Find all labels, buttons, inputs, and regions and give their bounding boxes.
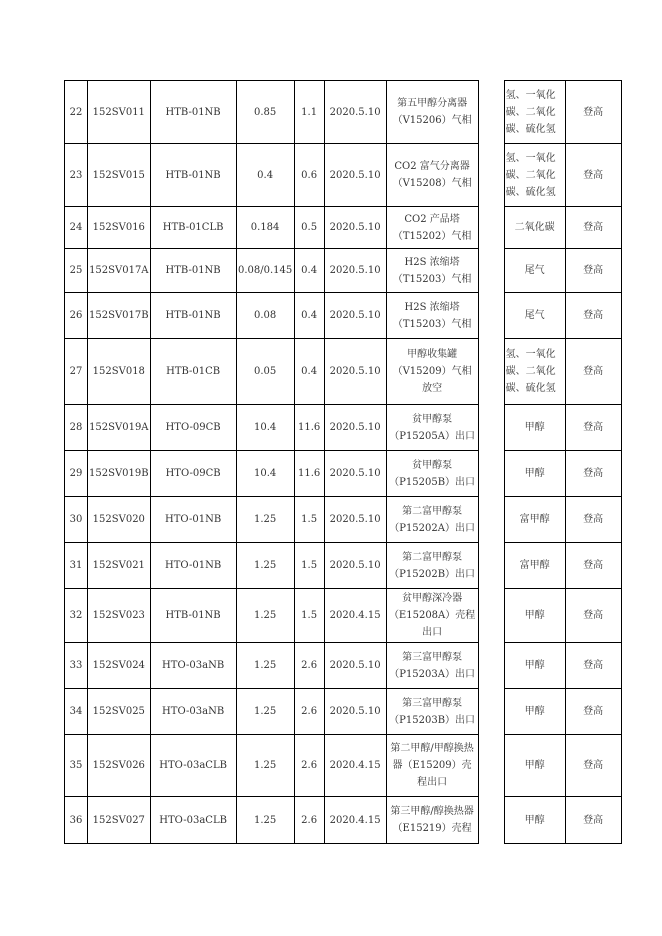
remark: 登高 [565, 405, 621, 451]
check-date: 2020.5.10 [324, 689, 386, 735]
remark: 登高 [565, 497, 621, 543]
design-pressure: 0.6 [294, 144, 324, 207]
row-number: 33 [65, 643, 88, 689]
install-location: 第二富甲醇泵（P15202B）出口 [386, 543, 478, 589]
design-pressure: 0.5 [294, 207, 324, 249]
valve-model: HTB-01NB [150, 249, 236, 293]
check-date: 2020.5.10 [324, 543, 386, 589]
row-number: 31 [65, 543, 88, 589]
remark: 登高 [565, 689, 621, 735]
set-pressure: 1.25 [236, 689, 294, 735]
valve-tag: 152SV026 [88, 735, 151, 797]
design-pressure: 1.5 [294, 589, 324, 643]
valve-model: HTB-01NB [150, 589, 236, 643]
row-number: 25 [65, 249, 88, 293]
design-pressure: 2.6 [294, 689, 324, 735]
valve-tag: 152SV021 [88, 543, 151, 589]
set-pressure: 1.25 [236, 643, 294, 689]
design-pressure: 2.6 [294, 797, 324, 844]
medium: 富甲醇 [504, 543, 565, 589]
install-location: 第二富甲醇泵（P15202A）出口 [386, 497, 478, 543]
remark: 登高 [565, 81, 621, 144]
install-location: 第二甲醇/甲醇换热器（E15209）壳程出口 [386, 735, 478, 797]
valve-tag: 152SV011 [88, 81, 151, 144]
medium: 二氧化碳 [504, 207, 565, 249]
valve-model: HTO-09CB [150, 405, 236, 451]
blank-cell [478, 81, 504, 144]
valve-tag: 152SV023 [88, 589, 151, 643]
blank-cell [478, 497, 504, 543]
medium: 氢、一氧化碳、二氧化碳、硫化氢 [504, 144, 565, 207]
design-pressure: 0.4 [294, 339, 324, 405]
set-pressure: 1.25 [236, 543, 294, 589]
table-row [65, 249, 622, 293]
design-pressure: 1.5 [294, 497, 324, 543]
medium: 甲醇 [504, 735, 565, 797]
install-location: 甲醇收集罐（V15209）气相放空 [386, 339, 478, 405]
medium: 甲醇 [504, 689, 565, 735]
install-location: 贫甲醇泵（P15205A）出口 [386, 405, 478, 451]
medium: 富甲醇 [504, 497, 565, 543]
blank-cell [478, 735, 504, 797]
set-pressure: 0.08 [236, 293, 294, 339]
remark: 登高 [565, 451, 621, 497]
table-row [65, 643, 622, 689]
medium: 尾气 [504, 249, 565, 293]
blank-cell [478, 643, 504, 689]
medium: 尾气 [504, 293, 565, 339]
table-row [65, 144, 622, 207]
check-date: 2020.4.15 [324, 589, 386, 643]
blank-cell [478, 589, 504, 643]
table-row [65, 405, 622, 451]
blank-cell [478, 689, 504, 735]
row-number: 32 [65, 589, 88, 643]
remark: 登高 [565, 339, 621, 405]
valve-model: HTB-01CLB [150, 207, 236, 249]
check-date: 2020.5.10 [324, 643, 386, 689]
set-pressure: 0.4 [236, 144, 294, 207]
valve-tag: 152SV016 [88, 207, 151, 249]
row-number: 24 [65, 207, 88, 249]
check-date: 2020.5.10 [324, 81, 386, 144]
row-number: 22 [65, 81, 88, 144]
set-pressure: 10.4 [236, 451, 294, 497]
table-row [65, 589, 622, 643]
table-row [65, 689, 622, 735]
valve-tag: 152SV017A [88, 249, 151, 293]
valve-model: HTO-03aCLB [150, 735, 236, 797]
check-date: 2020.5.10 [324, 144, 386, 207]
blank-cell [478, 797, 504, 844]
table-row [65, 451, 622, 497]
blank-cell [478, 339, 504, 405]
install-location: 第三富甲醇泵（P15203A）出口 [386, 643, 478, 689]
row-number: 26 [65, 293, 88, 339]
valve-tag: 152SV019A [88, 405, 151, 451]
valve-model: HTB-01NB [150, 144, 236, 207]
table-row [65, 293, 622, 339]
table-row [65, 543, 622, 589]
valve-model: HTO-03aNB [150, 689, 236, 735]
remark: 登高 [565, 543, 621, 589]
safety-valve-table [64, 80, 622, 844]
valve-tag: 152SV019B [88, 451, 151, 497]
blank-cell [478, 451, 504, 497]
table-row [65, 207, 622, 249]
valve-model: HTB-01NB [150, 293, 236, 339]
check-date: 2020.5.10 [324, 293, 386, 339]
remark: 登高 [565, 735, 621, 797]
install-location: H2S 浓缩塔（T15203）气相 [386, 249, 478, 293]
check-date: 2020.5.10 [324, 249, 386, 293]
medium: 氢、一氧化碳、二氧化碳、硫化氢 [504, 339, 565, 405]
blank-cell [478, 207, 504, 249]
table-row [65, 735, 622, 797]
remark: 登高 [565, 643, 621, 689]
medium: 甲醇 [504, 797, 565, 844]
check-date: 2020.4.15 [324, 797, 386, 844]
install-location: 贫甲醇泵（P15205B）出口 [386, 451, 478, 497]
set-pressure: 10.4 [236, 405, 294, 451]
medium: 甲醇 [504, 643, 565, 689]
install-location: CO2 富气分离器（V15208）气相 [386, 144, 478, 207]
valve-tag: 152SV015 [88, 144, 151, 207]
set-pressure: 1.25 [236, 735, 294, 797]
set-pressure: 1.25 [236, 589, 294, 643]
valve-tag: 152SV018 [88, 339, 151, 405]
check-date: 2020.5.10 [324, 207, 386, 249]
design-pressure: 2.6 [294, 643, 324, 689]
install-location: 贫甲醇深冷器（E15208A）壳程出口 [386, 589, 478, 643]
design-pressure: 1.1 [294, 81, 324, 144]
row-number: 23 [65, 144, 88, 207]
check-date: 2020.4.15 [324, 735, 386, 797]
set-pressure: 1.25 [236, 797, 294, 844]
table-row [65, 797, 622, 844]
install-location: H2S 浓缩塔（T15203）气相 [386, 293, 478, 339]
valve-model: HTO-01NB [150, 497, 236, 543]
valve-model: HTO-03aCLB [150, 797, 236, 844]
medium: 甲醇 [504, 451, 565, 497]
remark: 登高 [565, 207, 621, 249]
blank-cell [478, 144, 504, 207]
remark: 登高 [565, 293, 621, 339]
install-location: CO2 产品塔（T15202）气相 [386, 207, 478, 249]
valve-tag: 152SV017B [88, 293, 151, 339]
install-location: 第五甲醇分离器（V15206）气相 [386, 81, 478, 144]
remark: 登高 [565, 797, 621, 844]
set-pressure: 0.05 [236, 339, 294, 405]
set-pressure: 0.184 [236, 207, 294, 249]
design-pressure: 0.4 [294, 249, 324, 293]
table-row [65, 81, 622, 144]
remark: 登高 [565, 144, 621, 207]
design-pressure: 0.4 [294, 293, 324, 339]
check-date: 2020.5.10 [324, 451, 386, 497]
valve-tag: 152SV025 [88, 689, 151, 735]
valve-model: HTO-01NB [150, 543, 236, 589]
blank-cell [478, 249, 504, 293]
medium: 氢、一氧化碳、二氧化碳、硫化氢 [504, 81, 565, 144]
check-date: 2020.5.10 [324, 405, 386, 451]
valve-tag: 152SV020 [88, 497, 151, 543]
set-pressure: 0.85 [236, 81, 294, 144]
row-number: 36 [65, 797, 88, 844]
valve-tag: 152SV024 [88, 643, 151, 689]
row-number: 34 [65, 689, 88, 735]
valve-tag: 152SV027 [88, 797, 151, 844]
remark: 登高 [565, 249, 621, 293]
row-number: 30 [65, 497, 88, 543]
table-row [65, 497, 622, 543]
design-pressure: 11.6 [294, 405, 324, 451]
check-date: 2020.5.10 [324, 497, 386, 543]
valve-model: HTB-01NB [150, 81, 236, 144]
set-pressure: 1.25 [236, 497, 294, 543]
set-pressure: 0.08/0.145 [236, 249, 294, 293]
valve-model: HTB-01CB [150, 339, 236, 405]
row-number: 28 [65, 405, 88, 451]
design-pressure: 1.5 [294, 543, 324, 589]
medium: 甲醇 [504, 589, 565, 643]
row-number: 29 [65, 451, 88, 497]
remark: 登高 [565, 589, 621, 643]
row-number: 27 [65, 339, 88, 405]
design-pressure: 2.6 [294, 735, 324, 797]
blank-cell [478, 543, 504, 589]
table-row [65, 339, 622, 405]
check-date: 2020.5.10 [324, 339, 386, 405]
valve-model: HTO-03aNB [150, 643, 236, 689]
install-location: 第三富甲醇泵（P15203B）出口 [386, 689, 478, 735]
install-location: 第三甲醇/醇换热器（E15219）壳程 [386, 797, 478, 844]
row-number: 35 [65, 735, 88, 797]
medium: 甲醇 [504, 405, 565, 451]
valve-model: HTO-09CB [150, 451, 236, 497]
design-pressure: 11.6 [294, 451, 324, 497]
blank-cell [478, 293, 504, 339]
blank-cell [478, 405, 504, 451]
